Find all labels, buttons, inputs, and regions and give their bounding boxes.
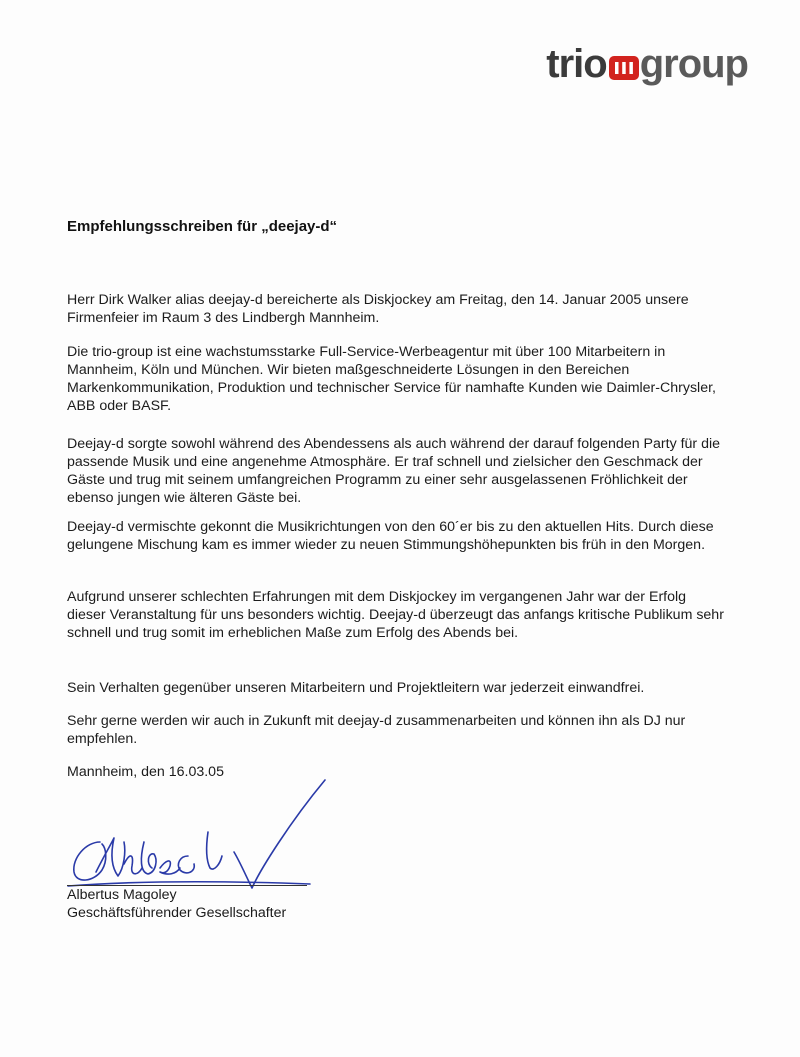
paragraph-intro: Herr Dirk Walker alias deejay-d bereicherte als Diskjockey am Freitag, den 14. Januar 2005 unsere Firmenfeier im Raum 3 des Lindbergh Mannheim. [67,292,689,326]
paragraph-company: Die trio-group ist eine wachstumsstarke Full-Service-Werbeagentur mit über 100 Mitarbeitern in Mannheim, Köln und München. Wir bieten maßgeschneiderte Lösungen in den Bereichen Markenkommunikation, Produktion und technischer Service für namhafte Kunden wie Daimler-Chrysler, ABB oder BASF. [67,344,716,414]
handwritten-signature [60,772,360,902]
paragraph-evening: Deejay-d sorgte sowohl während des Abendessens als auch während der darauf folgenden Party für die passende Musik und eine angenehme Atmosphäre. Er traf schnell und zielsicher den Geschmack der Gäste und trug mit seinem umfangreichen Programm zu einer sehr ausgelassenen Fröhlichkeit der ebenso jungen wie älteren Gäste bei. [67,436,721,506]
place-date: Mannheim, den 16.03.05 [67,764,224,780]
paragraph-music: Deejay-d vermischte gekonnt die Musikrichtungen von den 60´er bis zu den aktuellen Hits. Durch diese gelungene Mischung kam es immer wieder zu neuen Stimmungshöhepunkten bis früh in den Morgen. [67,519,714,553]
paragraph-behaviour: Sein Verhalten gegenüber unseren Mitarbeitern und Projektleitern war jederzeit einwandfrei. [67,680,645,696]
signer-role: Geschäftsführender Gesellschafter [67,905,287,921]
logo-mark-icon [609,49,639,83]
paragraph-recommendation: Sehr gerne werden wir auch in Zukunft mit deejay-d zusammenarbeiten und können ihn als DJ nur empfehlen. [67,713,686,747]
logo-text-group: group [639,41,748,86]
paragraph-experience: Aufgrund unserer schlechten Erfahrungen mit dem Diskjockey im vergangenen Jahr war der Erfolg dieser Veranstaltung für uns besonders wichtig. Deejay-d überzeugt das anfangs kritische Publikum sehr schnell und trug somit im erheblichen Maße zum Erfolg des Abends bei. [67,589,724,641]
letter-heading: Empfehlungsschreiben für „deejay-d“ [67,218,338,235]
trio-group-logo [546,40,748,88]
signature-line [67,885,307,886]
logo-text-trio: trio [546,41,607,86]
signer-name: Albertus Magoley [67,887,177,903]
